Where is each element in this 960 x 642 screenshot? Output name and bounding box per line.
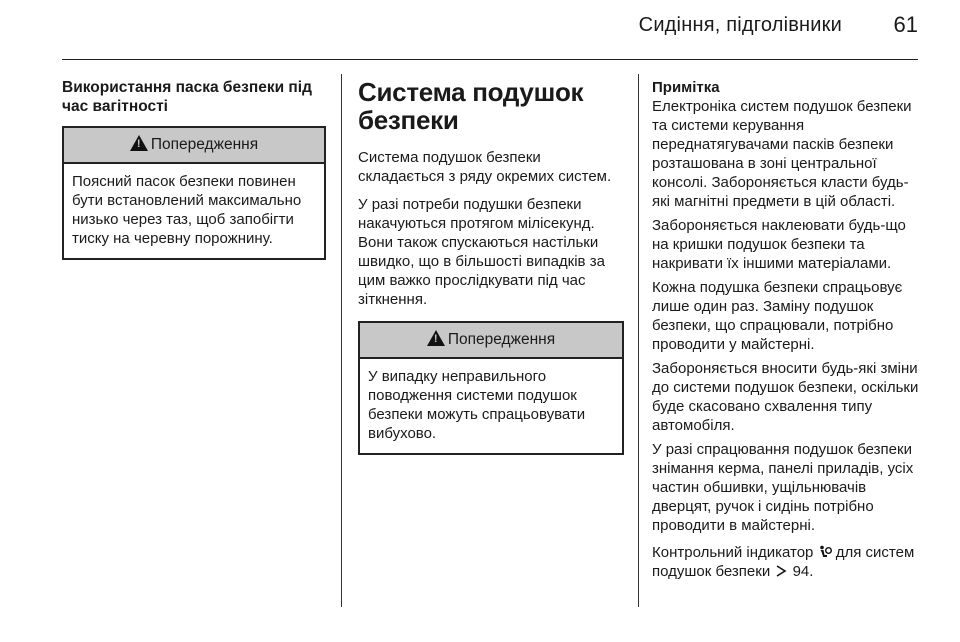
warning-triangle-icon: ! bbox=[427, 330, 445, 346]
paragraph: У разі потреби подушки безпеки накачуються протягом мілісекунд. Вони також спускаються настільки швидко, що в більшості випадків за цим важко прослідкувати під час зіткнення. bbox=[358, 196, 605, 308]
warning-label: Попередження bbox=[447, 331, 556, 348]
warning-header bbox=[360, 323, 622, 359]
pregnancy-belt-heading: Використання паска безпеки під час вагітності bbox=[62, 79, 312, 115]
page-reference-arrow-icon bbox=[774, 564, 788, 578]
note-block bbox=[652, 97, 924, 535]
airbag-indicator-icon bbox=[818, 545, 832, 559]
column-2 bbox=[358, 78, 624, 455]
indicator-text-before: Контрольний індикатор bbox=[652, 544, 814, 561]
column-divider-2 bbox=[638, 74, 639, 607]
note-paragraph: У разі спрацювання подушок безпеки знімання керма, панелі приладів, усіх частин обшивки, ущільнювачів дверцят, ручок і сидінь потрібно проводити в майстерні. bbox=[652, 441, 914, 534]
indicator-paragraph bbox=[652, 543, 924, 581]
header-title: Сидіння, підголівники bbox=[638, 14, 842, 36]
page-reference[interactable]: 94. bbox=[792, 563, 814, 580]
warning-box-airbag bbox=[358, 321, 624, 455]
warning-header bbox=[64, 128, 324, 164]
column-3 bbox=[652, 78, 924, 590]
note-paragraph: Забороняється наклеювати будь-що на кришки подушок безпеки та накривати їх іншими матеріалами. bbox=[652, 217, 906, 272]
warning-label: Попередження bbox=[150, 136, 259, 153]
page-number: 61 bbox=[893, 12, 918, 37]
column-divider-1 bbox=[341, 74, 342, 607]
warning-text: У випадку неправильного поводження системи подушок безпеки можуть спрацьовувати вибухово. bbox=[368, 368, 586, 442]
warning-triangle-icon: ! bbox=[130, 135, 148, 151]
column-1 bbox=[62, 78, 326, 260]
warning-text: Поясний пасок безпеки повинен бути встановлений максимально низько через таз, щоб запобігти тиску на черевну порожнину. bbox=[72, 173, 302, 247]
note-paragraph: Забороняється вносити будь-які зміни до системи подушок безпеки, оскільки буде скасовано схвалення типу автомобіля. bbox=[652, 360, 919, 434]
header-divider bbox=[62, 59, 918, 60]
paragraph: Система подушок безпеки складається з ряду окремих систем. bbox=[358, 149, 612, 185]
airbag-system-heading: Система подушок безпеки bbox=[358, 77, 584, 135]
note-paragraph: Кожна подушка безпеки спрацьовує лише один раз. Заміну подушок безпеки, що спрацювали, потрібно проводити у майстерні. bbox=[652, 279, 903, 353]
note-title: Примітка bbox=[652, 79, 720, 96]
note-paragraph: Електроніка систем подушок безпеки та системи керування переднатягувачами пасків безпеки розташована в зоні центральної консолі. Забороняється класти будь-які магнітні предмети в цій області. bbox=[652, 98, 912, 210]
indicator-text-after: для систем подушок безпеки bbox=[652, 544, 915, 580]
warning-box-belt bbox=[62, 126, 326, 260]
